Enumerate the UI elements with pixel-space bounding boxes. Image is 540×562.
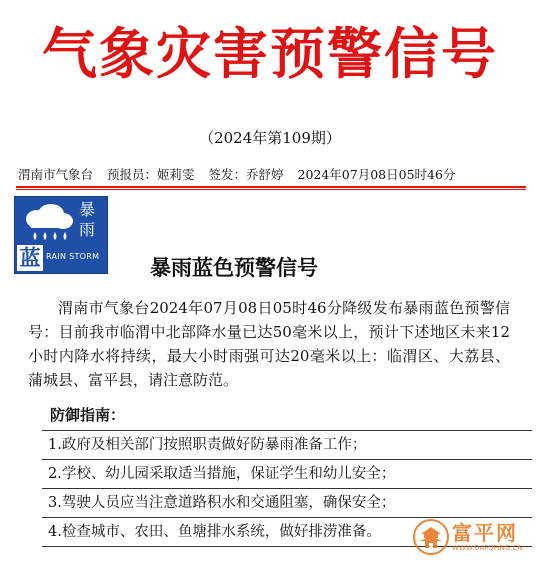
badge-english-label: RAIN STORM <box>46 252 100 261</box>
forecaster-name: 预报员：姬莉雯 <box>107 167 195 182</box>
issue-datetime: 2024年07月08日05时46分 <box>297 167 456 182</box>
watermark-url: WWW.DAFUPING.CN <box>452 544 523 552</box>
guide-item: 2.学校、幼儿园采取适当措施，保证学生和幼儿安全； <box>42 459 532 488</box>
issuer-meta-line <box>18 165 524 183</box>
header-rule-thin <box>16 189 526 190</box>
station-name: 渭南市气象台 <box>18 167 94 182</box>
warning-body: 渭南市气象台2024年07月08日05时46分降级发布暴雨蓝色预警信号：目前我市临渭中北部降水量已达50毫米以上，预计下述地区未来12小时内降水将持续，最大小时雨强可达20毫米以上：临渭区、大荔县、蒲城县、富平县，请注意防范。 <box>28 299 510 389</box>
guide-item: 3.驾驶人员应当注意道路积水和交通阻塞，确保安全； <box>42 488 532 517</box>
document-masthead: 气象灾害预警信号 <box>41 22 498 86</box>
site-watermark <box>412 516 538 560</box>
guide-title: 防御指南： <box>50 406 126 424</box>
guide-item: 4.检查城市、农田、鱼塘排水系统，做好排涝准备。 <box>42 517 532 547</box>
warning-headline: 暴雨蓝色预警信号 <box>150 256 318 280</box>
pagoda-logo-icon <box>412 518 450 556</box>
rain-cloud-icon <box>21 203 75 243</box>
watermark-brand: 富平网 <box>452 521 518 545</box>
issue-number: （2024年第109期） <box>199 129 341 147</box>
header-rule-thick <box>16 186 526 188</box>
badge-char-bottom: 雨 <box>79 220 96 239</box>
rainstorm-warning-badge <box>14 196 108 274</box>
badge-char-top: 暴 <box>79 200 96 219</box>
issuer-name: 签发：乔舒婷 <box>208 167 284 182</box>
guide-item: 1.政府及相关部门按照职责做好防暴雨准备工作； <box>42 430 532 459</box>
badge-level-char: 蓝 <box>17 245 43 271</box>
